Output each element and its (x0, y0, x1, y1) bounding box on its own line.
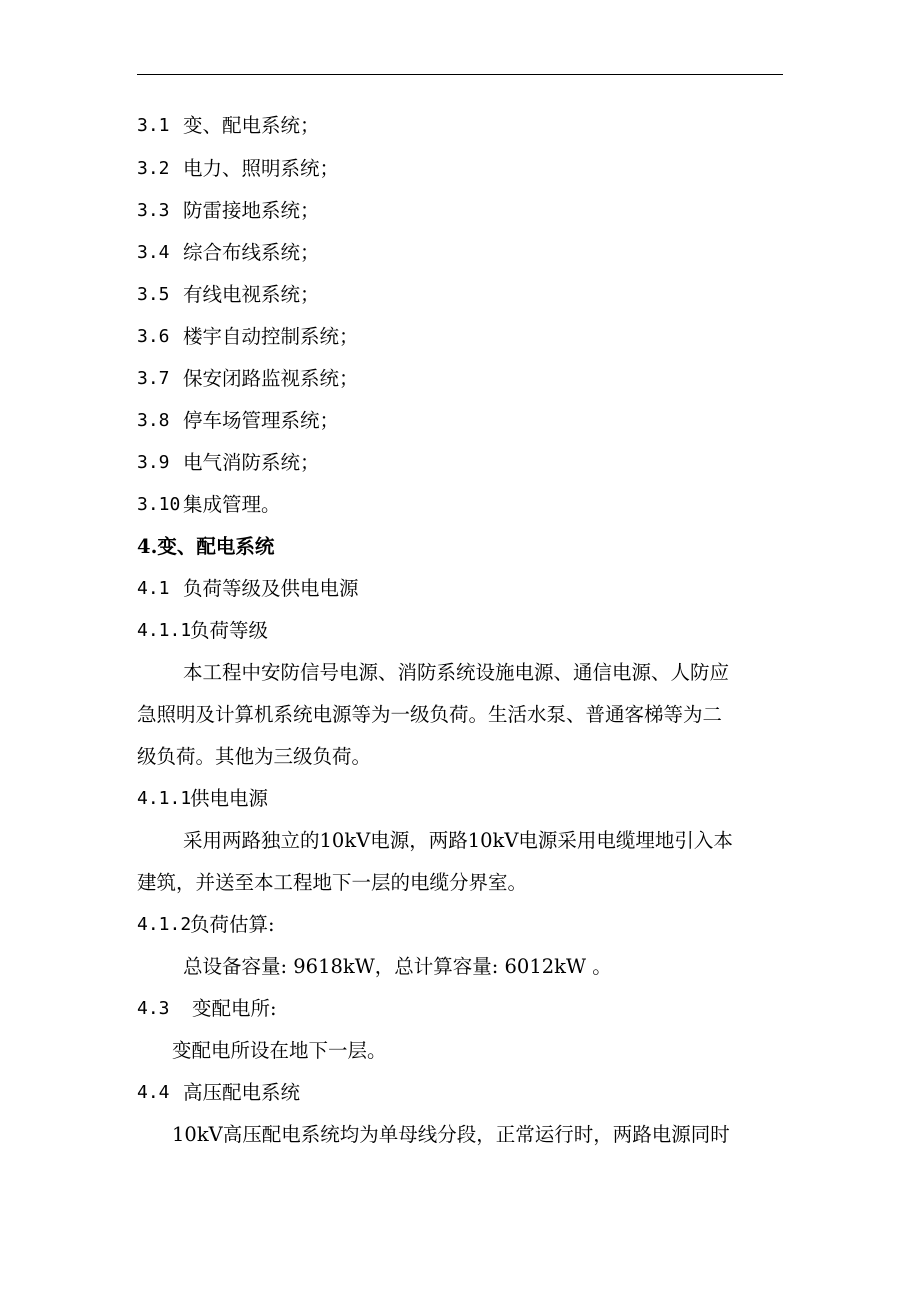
toc-item (0, 322, 920, 352)
toc-item-text: 有线电视系统； (183, 283, 320, 306)
toc-item (0, 111, 920, 141)
toc-item (0, 238, 920, 268)
subsection-text: 负荷等级及供电电源 (183, 577, 359, 600)
toc-item (0, 406, 920, 436)
subsection-heading (0, 574, 920, 604)
toc-item-number: 3.6 (137, 326, 170, 347)
toc-item-number: 3.1 (137, 115, 170, 136)
subsection-heading (0, 1078, 920, 1108)
toc-item-number: 3.9 (137, 452, 170, 473)
toc-item-number: 3.7 (137, 368, 170, 389)
subsection-text: 负荷等级 (190, 619, 269, 642)
paragraph-text: 本工程中安防信号电源、消防系统设施电源、通信电源、人防应 (183, 661, 730, 684)
subsection-heading (0, 616, 920, 646)
subsection-number: 4.1 (137, 578, 170, 599)
toc-item-text: 电力、照明系统； (183, 157, 340, 180)
toc-item-text: 综合布线系统； (183, 241, 320, 264)
toc-item-text: 变、配电系统； (183, 114, 320, 137)
paragraph-text: 建筑，并送至本工程地下一层的电缆分界室。 (137, 871, 528, 894)
subsection-number: 4.1.1 (137, 788, 192, 809)
paragraph-line (0, 1036, 920, 1066)
header-rule (137, 74, 783, 75)
toc-item-number: 3.4 (137, 242, 170, 263)
subsection-number: 4.3 (137, 998, 170, 1019)
subsection-number: 4.1.1 (137, 620, 192, 641)
toc-item-text: 电气消防系统； (183, 451, 320, 474)
paragraph-text: 总设备容量: 9618kW，总计算容量: 6012kW 。 (183, 955, 612, 978)
toc-item-text: 集成管理。 (183, 493, 281, 516)
subsection-text: 高压配电系统 (183, 1081, 301, 1104)
toc-item-text: 保安闭路监视系统； (183, 367, 359, 390)
toc-item-number: 3.8 (137, 410, 170, 431)
paragraph-text: 10kV高压配电系统均为单母线分段，正常运行时，两路电源同时 (172, 1123, 730, 1146)
subsection-heading (0, 910, 920, 940)
paragraph-text: 急照明及计算机系统电源等为一级负荷。生活水泵、普通客梯等为二 (137, 703, 723, 726)
toc-item-text: 防雷接地系统； (183, 199, 320, 222)
toc-item-number: 3.2 (137, 158, 170, 179)
toc-item-number: 3.3 (137, 200, 170, 221)
paragraph-line (0, 952, 920, 982)
paragraph-text: 采用两路独立的10kV电源，两路10kV电源采用电缆埋地引入本 (183, 829, 733, 852)
paragraph-line (0, 658, 920, 688)
section-heading-text: 4.变、配电系统 (137, 535, 275, 558)
toc-item (0, 490, 920, 520)
subsection-text: 负荷估算: (190, 913, 275, 936)
toc-item (0, 154, 920, 184)
subsection-text: 变配电所: (192, 997, 277, 1020)
toc-item (0, 364, 920, 394)
paragraph-line (0, 700, 920, 730)
toc-item-text: 楼宇自动控制系统； (183, 325, 359, 348)
toc-item-text: 停车场管理系统； (183, 409, 340, 432)
paragraph-text: 级负荷。其他为三级负荷。 (137, 745, 372, 768)
paragraph-line (0, 826, 920, 856)
toc-item (0, 196, 920, 226)
subsection-number: 4.4 (137, 1082, 170, 1103)
subsection-text: 供电电源 (190, 787, 269, 810)
subsection-number: 4.1.2 (137, 914, 192, 935)
toc-item-number: 3.10 (137, 494, 181, 515)
subsection-heading (0, 784, 920, 814)
subsection-heading (0, 994, 920, 1024)
paragraph-line (0, 868, 920, 898)
paragraph-line (0, 742, 920, 772)
paragraph-line (0, 1120, 920, 1150)
toc-item-number: 3.5 (137, 284, 170, 305)
toc-item (0, 280, 920, 310)
toc-item (0, 448, 920, 478)
section-heading (0, 532, 920, 562)
paragraph-text: 变配电所设在地下一层。 (172, 1039, 387, 1062)
